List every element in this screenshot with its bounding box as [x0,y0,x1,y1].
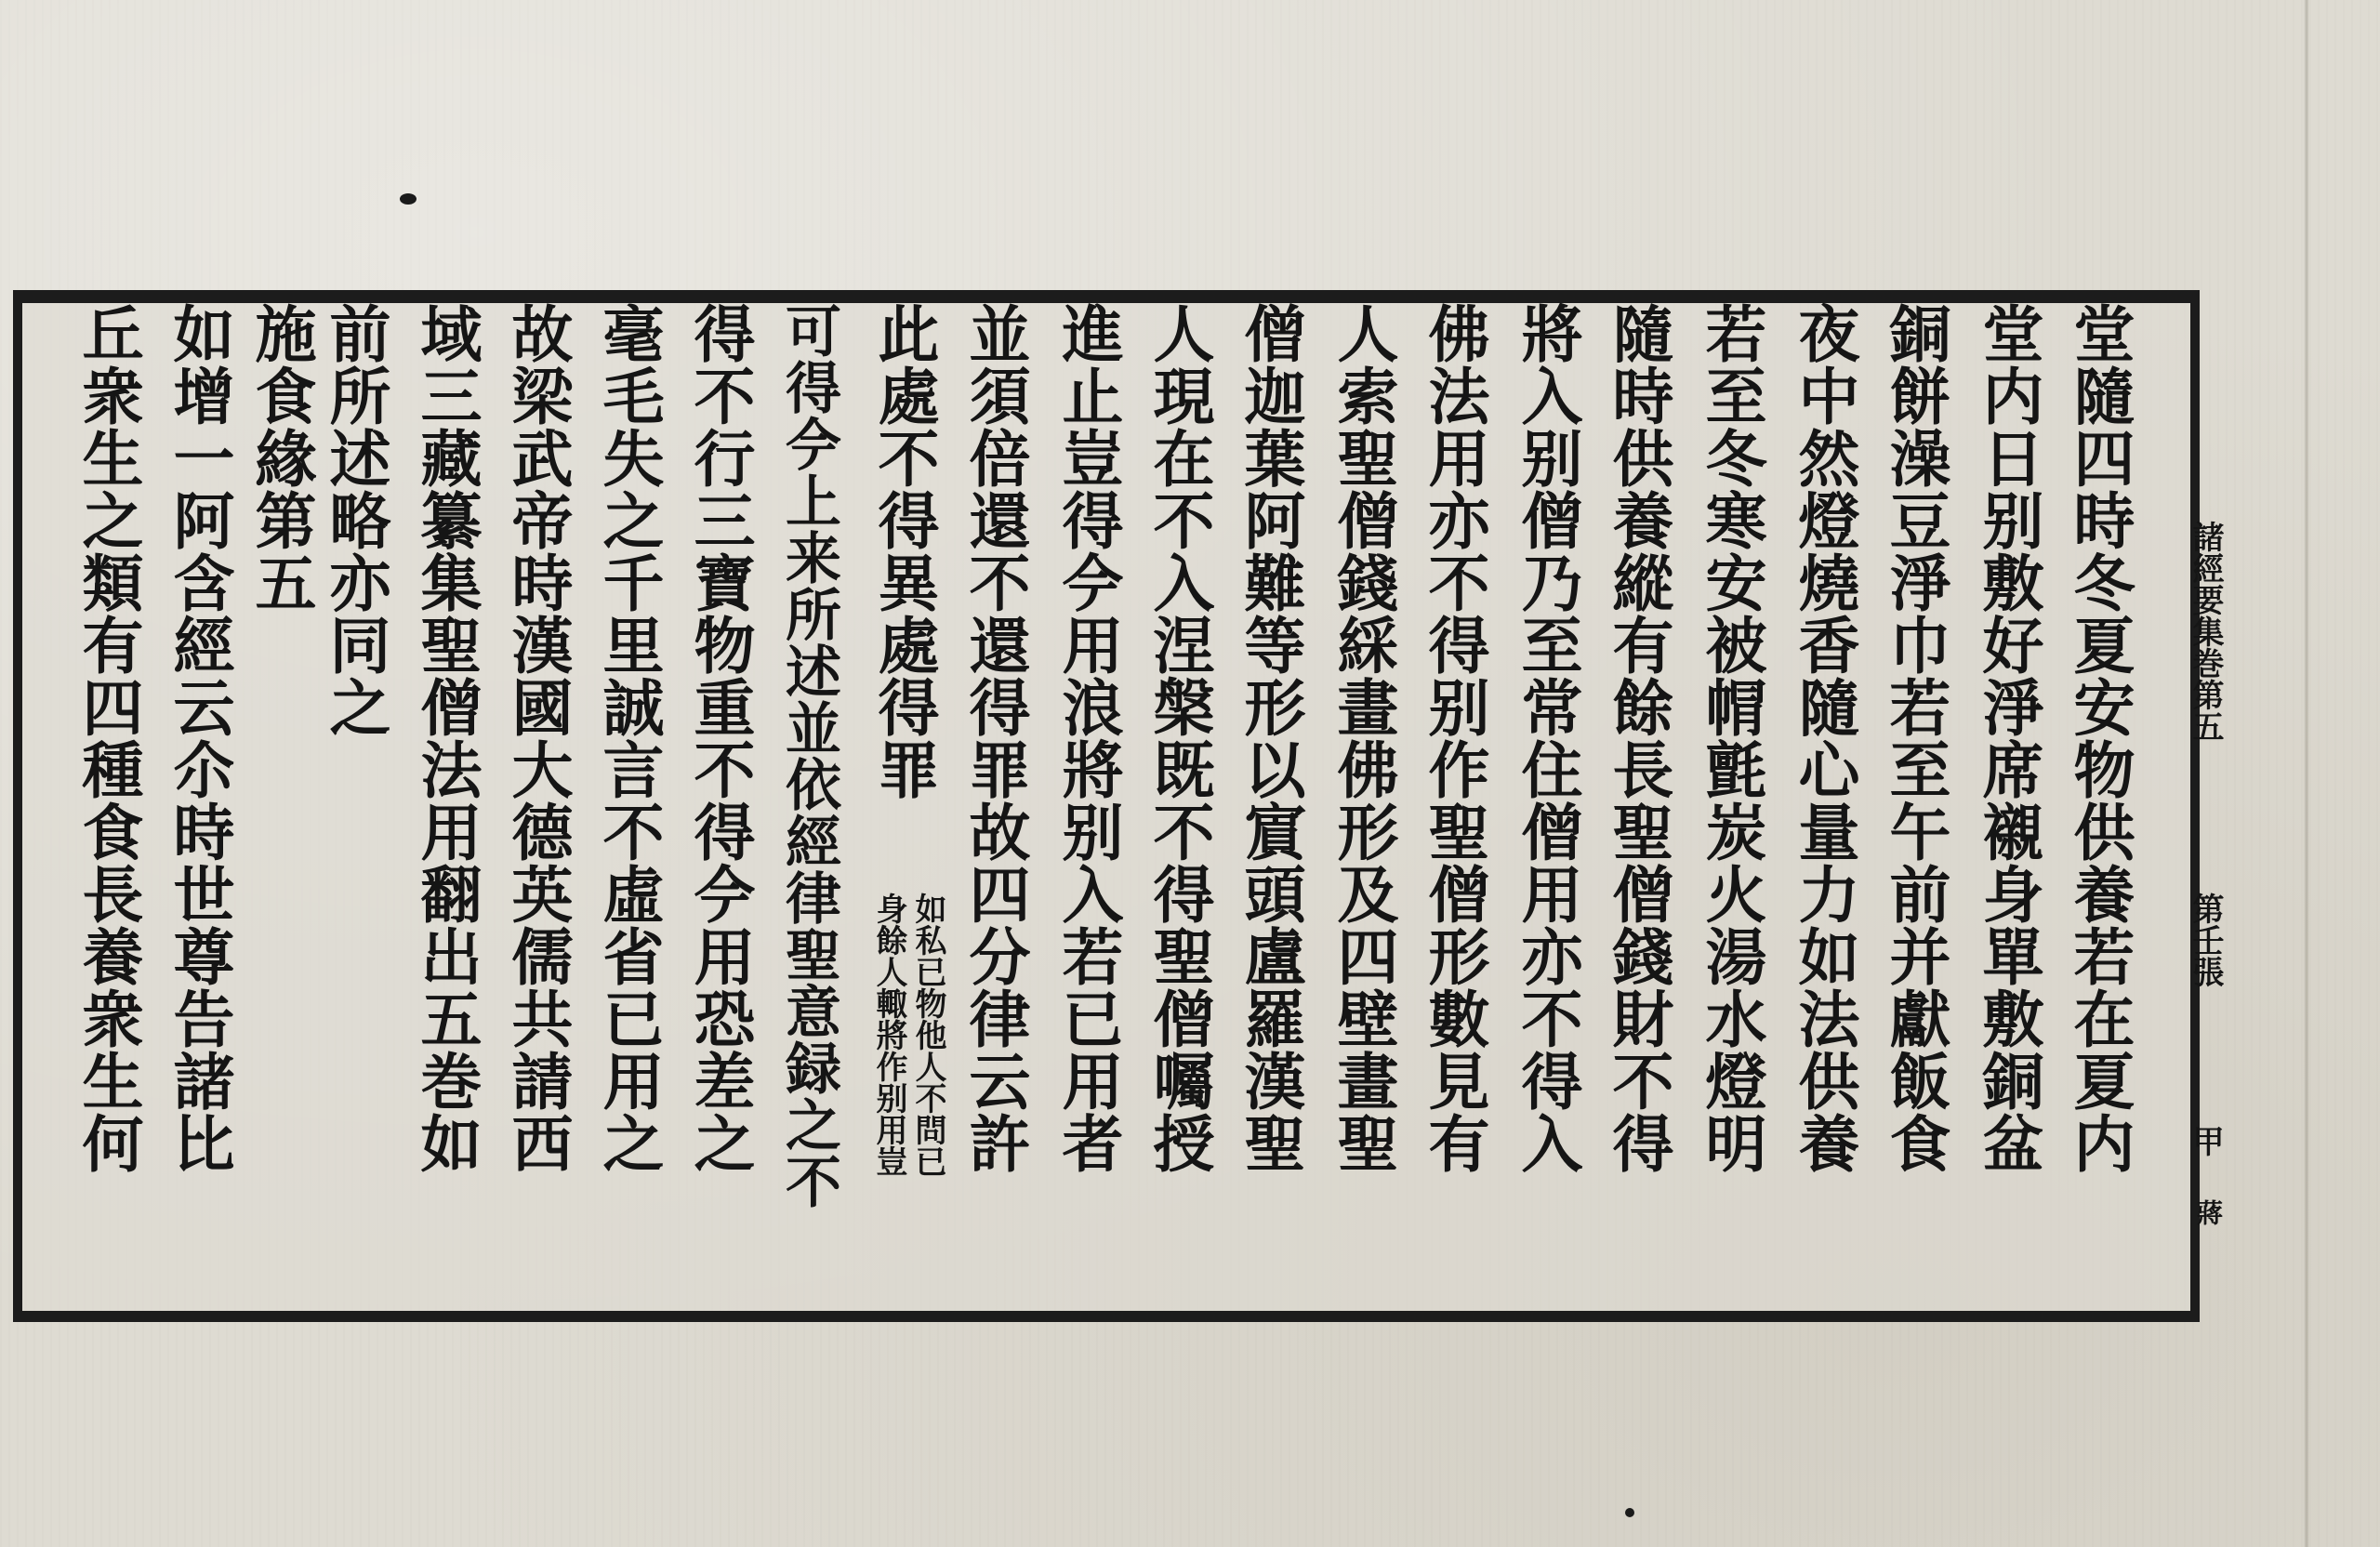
text-column-16: 得不行三寶物重不得𫝆用恐差之 [683,302,756,1174]
ink-dot [1625,1508,1634,1517]
interlinear-note-b: 身餘人輙將作别用豈 [870,892,907,1177]
text-column-20: 前所述略亦同之 [319,302,391,738]
text-column-10: 僧迦葉阿難等形以賔頭盧羅漢聖 [1234,302,1306,1174]
text-column-23: 丘衆生之類有四種食長養衆生何 [72,302,144,1174]
text-column-11: 人現在不入涅槃既不得聖僧囑授 [1143,302,1215,1174]
text-column-2: 堂内日别敷好淨席襯身單敷銅盆 [1972,302,2044,1174]
margin-mark: 蔣 [2193,1199,2224,1225]
text-column-18: 故梁武帝時漢國大德英儒共請西 [501,302,574,1174]
text-column-22: 如增一阿含經云尒時世尊告諸比 [163,302,235,1174]
margin-page-number: 第壬張 [2187,892,2224,987]
text-column-4: 夜中然燈燒香隨心量力如法供養 [1788,302,1860,1174]
margin-marker: 甲 [2187,1125,2224,1157]
text-column-14: 此處不得異處得罪 [867,302,940,800]
text-column-15: 可得𫝆上来所述並依經律聖意録之不 [776,302,841,1210]
interlinear-note-a: 如私已物他人不問已 [909,892,946,1177]
text-column-1: 堂隨四時冬夏安物供養若在夏内 [2063,302,2135,1174]
text-column-8: 佛法用亦不得别作聖僧形數見有 [1418,302,1490,1174]
text-column-5: 若至冬寒安被㡌氈炭火湯水燈明 [1695,302,1767,1174]
text-column-13: 並須倍還不還得罪故四分律云許 [959,302,1031,1174]
text-column-17: 毫毛失之千里誠言不虛省已用之 [592,302,665,1174]
text-column-7: 將入别僧乃至常住僧用亦不得入 [1511,302,1583,1174]
text-column-19: 域三藏纂集聖僧法用翻出五巻如 [410,302,483,1174]
margin-header: 諸經要集巻第五 [2187,521,2224,742]
text-column-6: 隨時供養縱有餘長聖僧錢財不得 [1602,302,1674,1174]
text-column-9: 人索聖僧錢綵畫佛形及四壁畫聖 [1327,302,1399,1174]
page-fold [2304,0,2309,1547]
ink-dot [400,193,416,205]
section-heading: 施食緣第五 [245,302,317,614]
text-column-12: 進止豈得𫝆用浪將别入若已用者 [1051,302,1124,1174]
text-column-3: 銅餅澡豆淨巾若至午前并獻飯食 [1879,302,1951,1174]
